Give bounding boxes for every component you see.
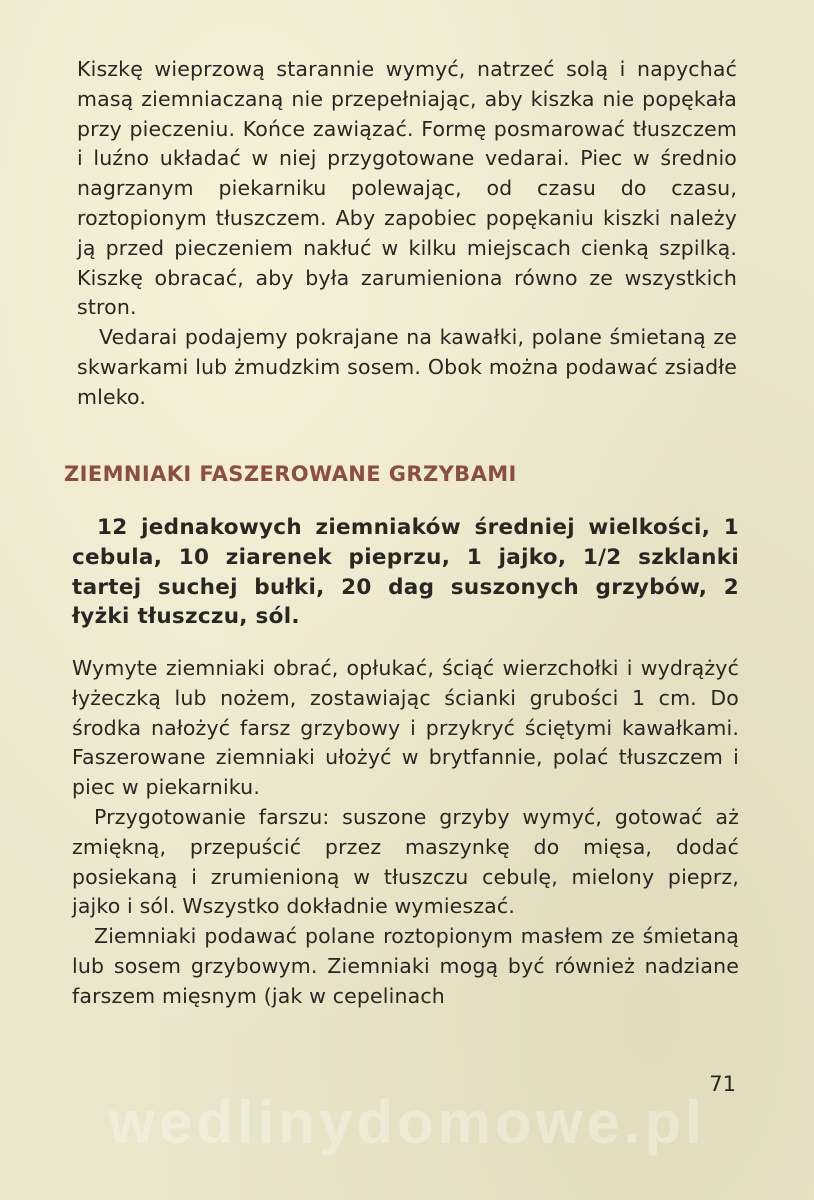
paragraph: Wymyte ziemniaki obrać, opłukać, ściąć wierzchołki i wydrążyć łyżeczką lub nożem, zostawiając ścianki grubości 1 cm. Do środka nałożyć farsz grzybowy i przykryć ściętymi kawałkami. Faszerowane ziemniaki ułożyć w brytfannie, polać tłuszczem i piec w piekarniku.	[72, 656, 739, 800]
paragraph: Vedarai podajemy pokrajane na kawałki, polane śmietaną ze skwarkami lub żmudzkim sosem. Obok można podawać zsiadłe mleko.	[77, 325, 737, 409]
watermark: wedlinydomowe.pl	[108, 1089, 706, 1156]
paragraph: Kiszkę wieprzową starannie wymyć, natrzeć solą i napychać masą ziemniaczaną nie przepełniając, aby kiszka nie popękała przy pieczeniu. Końce zawiązać. Formę posmarować tłuszczem i luźno układać w niej przygotowane vedarai. Piec w średnio nagrzanym piekarniku polewając, od czasu do czasu, roztopionym tłuszczem. Aby zapobiec popękaniu kiszki należy ją przed pieczeniem nakłuć w kilku miejscach cienką szpilką. Kiszkę obracać, aby była zarumieniona równo ze wszystkich stron.	[77, 57, 737, 320]
recipe-title: ZIEMNIAKI FASZEROWANE GRZYBAMI	[64, 462, 517, 486]
paragraph: Ziemniaki podawać polane roztopionym masłem ze śmietaną lub sosem grzybowym. Ziemniaki mogą być również nadziane farszem mięsnym (jak w cepelinach	[72, 924, 739, 1008]
ingredients-list: 12 jednakowych ziemniaków średniej wielkości, 1 cebula, 10 ziarenek pieprzu, 1 jajko, 1/2 szklanki tartej suchej bułki, 20 dag suszonych grzybów, 2 łyżki tłuszczu, sól.	[72, 515, 739, 630]
recipe-steps	[72, 654, 739, 1012]
paragraph: Przygotowanie farszu: suszone grzyby wymyć, gotować aż zmiękną, przepuścić przez maszynkę do mięsa, dodać posiekaną i zrumienioną w tłuszczu cebulę, mielony pieprz, jajko i sól. Wszystko dokładnie wymieszać.	[72, 804, 739, 919]
page-number: 71	[709, 1072, 736, 1096]
recipe-intro-text	[77, 55, 737, 413]
